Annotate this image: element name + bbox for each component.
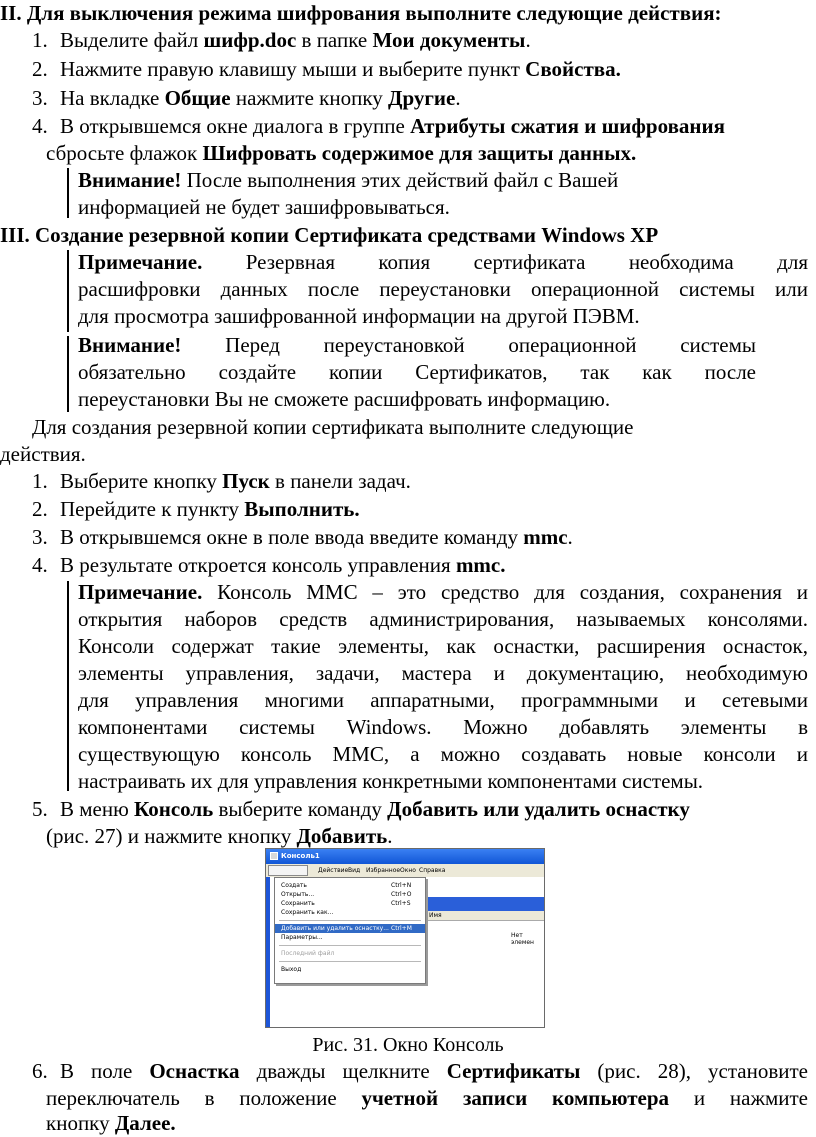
menu-item-options[interactable]: Параметры... — [281, 934, 323, 941]
menu-item-add-remove-snapin[interactable]: Добавить или удалить оснастку... Ctrl+M — [275, 924, 425, 933]
menu-window[interactable]: Окно — [400, 867, 416, 874]
list-number: 2. — [32, 57, 48, 81]
menu-favorites[interactable]: Избранное — [366, 867, 401, 874]
section3-heading: III. Создание резервной копии Сертификата средствами Windows XP — [0, 223, 659, 247]
list-number: 4. — [32, 114, 48, 138]
window-title: Консоль1 — [281, 852, 320, 860]
window-titlebar — [266, 849, 544, 864]
list-number: 6. — [32, 1059, 48, 1083]
list-number: 1. — [32, 28, 48, 52]
figure-caption: Рис. 31. Окно Консоль — [312, 1034, 504, 1056]
column-header[interactable]: Имя — [426, 911, 545, 921]
list-item: В открывшемся окне диалога в группе Атрибуты сжатия и шифрования — [60, 114, 725, 138]
warning-text: информацией не будет зашифровываться. — [78, 195, 450, 219]
menu-item-new[interactable]: Создать Ctrl+N — [281, 882, 412, 889]
note-text: компонентами системы Windows. Можно добавлять элементы в — [78, 715, 808, 739]
list-item: Нажмите правую клавишу мыши и выберите пункт Свойства. — [60, 57, 621, 81]
mmc-console-screenshot — [265, 848, 545, 1028]
list-item-continuation: переключатель в положение учетной записи компьютера и нажмите — [46, 1086, 808, 1110]
list-item: Перейдите к пункту Выполнить. — [60, 497, 360, 521]
menu-separator — [279, 920, 421, 921]
menu-item-exit[interactable]: Выход — [281, 966, 302, 973]
menu-item-recent-file: Последний файл — [281, 950, 335, 957]
note-text: существующую консоль MMC, а можно создавать новые консоли и — [78, 742, 808, 766]
menu-item-open[interactable]: Открыть... Ctrl+O — [281, 891, 412, 898]
list-number: 2. — [32, 497, 48, 521]
list-item-continuation: сбросьте флажок Шифровать содержимое для защиты данных. — [46, 141, 637, 165]
note-text: элементы управления, задачи, мастера и документацию, необходимую — [78, 661, 808, 685]
note-bar — [67, 250, 69, 332]
menu-help[interactable]: Справка — [419, 867, 446, 874]
menu-item-save[interactable]: Сохранить Ctrl+S — [281, 900, 411, 907]
menu-action[interactable]: Действие — [318, 867, 349, 874]
note-bar — [67, 581, 69, 791]
intro-text: действия. — [0, 442, 86, 466]
console-icon — [270, 852, 278, 860]
list-item: В меню Консоль выберите команду Добавить или удалить оснастку — [60, 797, 690, 821]
list-number: 1. — [32, 469, 48, 493]
warning-text: Внимание! Перед переустановкой операционной системы — [78, 333, 756, 357]
menu-view[interactable]: Вид — [348, 867, 361, 874]
empty-list-text: Нет элемен — [511, 932, 534, 946]
note-text: расшифровки данных после переустановки операционной системы или — [78, 277, 808, 301]
warning-text: переустановки Вы не сможете расшифровать информацию. — [78, 387, 611, 411]
result-pane-header — [426, 897, 545, 911]
note-text: Консоли содержат такие элементы, как оснастки, расширения оснасток, — [78, 634, 808, 658]
warning-text: Внимание! После выполнения этих действий файл с Вашей — [78, 168, 619, 192]
list-number: 5. — [32, 797, 48, 821]
list-number: 3. — [32, 525, 48, 549]
menu-separator — [279, 945, 421, 946]
section2-heading: II. Для выключения режима шифрования выполните следующие действия: — [0, 1, 722, 25]
list-number: 4. — [32, 553, 48, 577]
note-text: для просмотра зашифрованной информации на другой ПЭВМ. — [78, 304, 640, 328]
menu-console-pressed[interactable] — [268, 865, 308, 876]
note-text: для управления многими аппаратными, программными и сетевыми — [78, 688, 808, 712]
note-text: открытия наборов средств администрирования, называемых консолями. — [78, 607, 808, 631]
list-item: Выделите файл шифр.doc в папке Мои документы. — [60, 28, 531, 52]
menu-separator — [279, 961, 421, 962]
note-text: Примечание. Резервная копия сертификата необходима для — [78, 250, 808, 274]
menu-item-save-as[interactable]: Сохранить как... — [281, 909, 334, 916]
warning-text: обязательно создайте копии Сертификатов, так как после — [78, 360, 756, 384]
list-item-continuation: (рис. 27) и нажмите кнопку Добавить. — [46, 824, 393, 848]
note-text: Примечание. Консоль MMC – это средство для создания, сохранения и — [78, 580, 808, 604]
warning-bar — [67, 168, 69, 218]
list-item: В результате откроется консоль управления mmc. — [60, 553, 506, 577]
tree-pane — [270, 984, 426, 1028]
note-text: настраивать их для управления конкретными компонентами системы. — [78, 769, 704, 793]
list-item: В открывшемся окне в поле ввода введите команду mmc. — [60, 525, 573, 549]
console-dropdown-menu — [274, 877, 426, 984]
list-item: В поле Оснастка дважды щелкните Сертификаты (рис. 28), установите — [60, 1059, 808, 1083]
intro-text: Для создания резервной копии сертификата выполните следующие — [32, 415, 634, 439]
list-item: Выберите кнопку Пуск в панели задач. — [60, 469, 411, 493]
list-item-continuation: кнопку Далее. — [46, 1111, 176, 1135]
list-item: На вкладке Общие нажмите кнопку Другие. — [60, 86, 461, 110]
list-number: 3. — [32, 86, 48, 110]
warning-bar — [67, 336, 69, 412]
